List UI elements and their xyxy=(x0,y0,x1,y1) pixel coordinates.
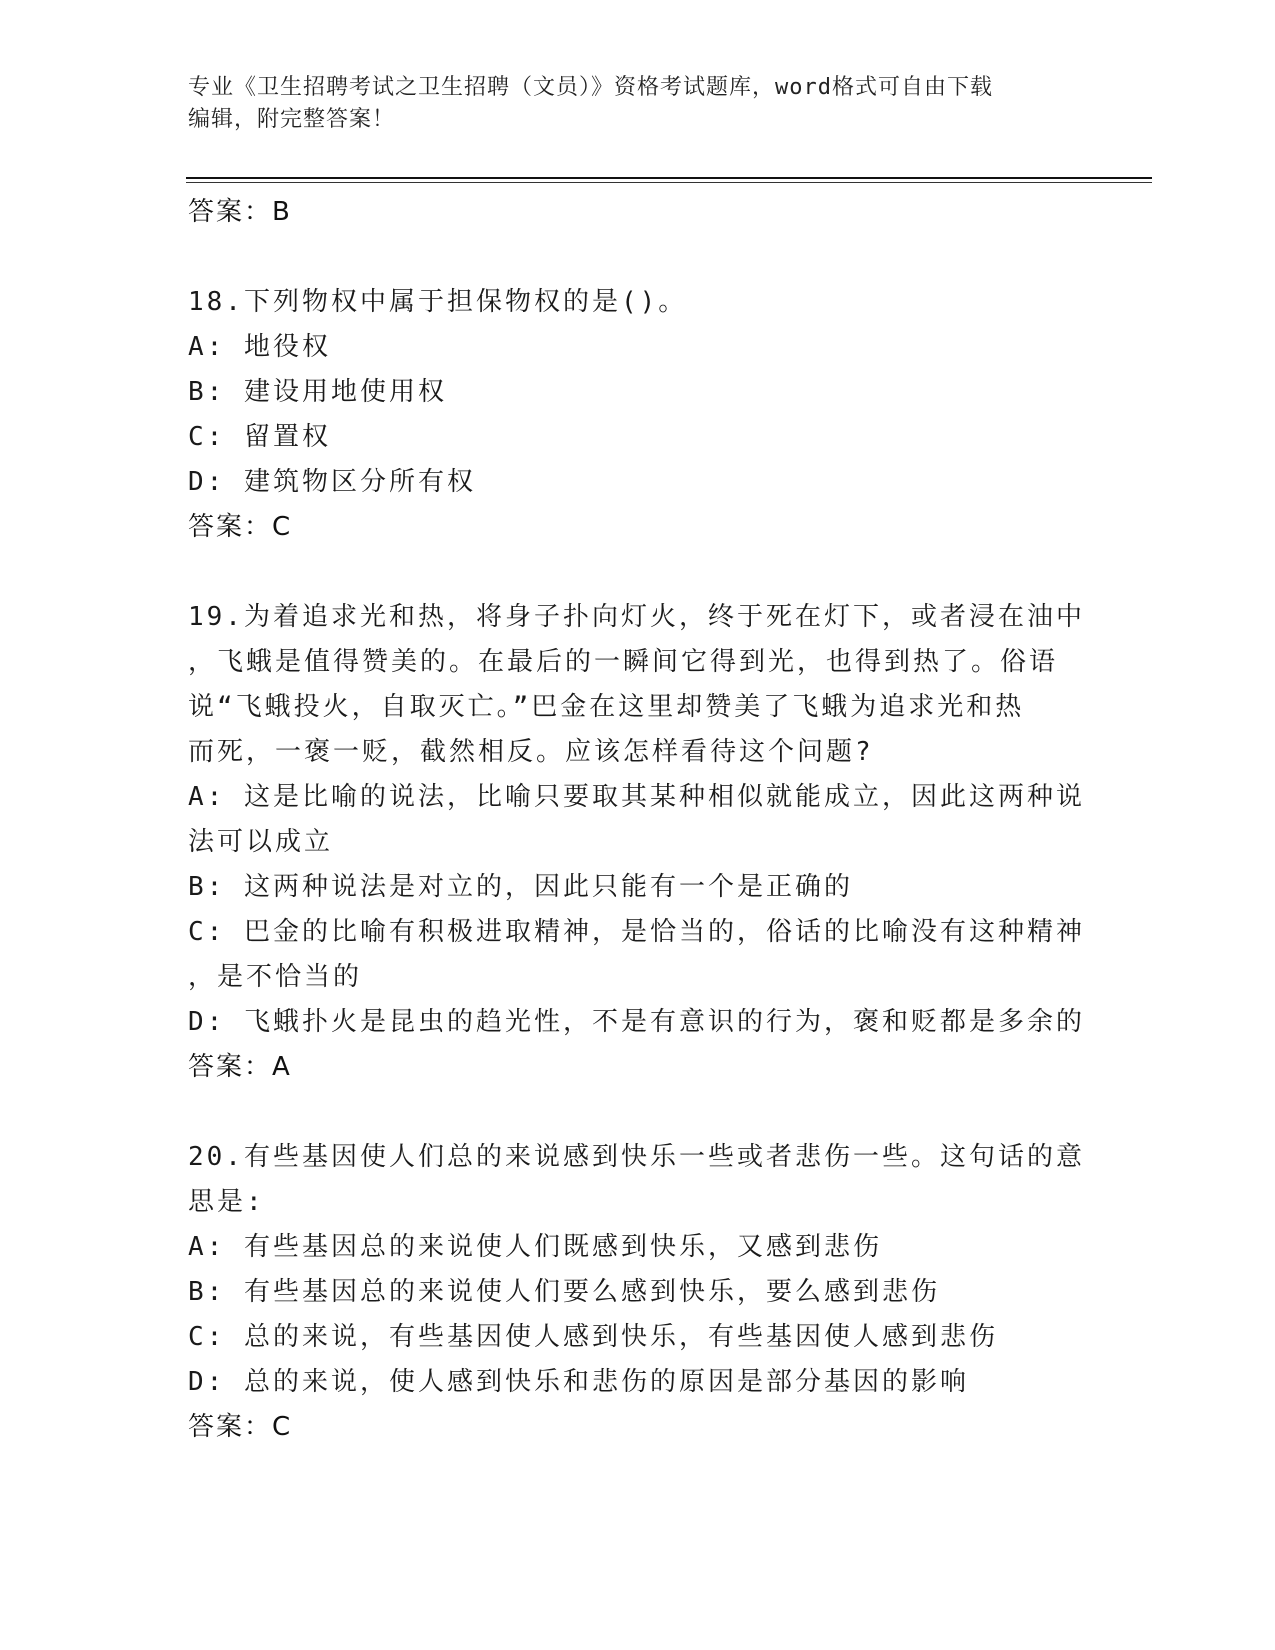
option-line: C: 巴金的比喻有积极进取精神，是恰当的，俗话的比喻没有这种精神 xyxy=(188,917,1085,947)
option-line: A: 有些基因总的来说使人们既感到快乐，又感到悲伤 xyxy=(188,1232,882,1262)
question-block xyxy=(188,550,1088,1090)
answer-line: 答案：C xyxy=(188,512,293,542)
answer-line: 答案：B xyxy=(188,197,292,227)
question-text-line: 思是: xyxy=(188,1187,265,1217)
option-line: B: 这两种说法是对立的，因此只能有一个是正确的 xyxy=(188,872,853,902)
option-line: C: 总的来说，有些基因使人感到快乐，有些基因使人感到悲伤 xyxy=(188,1322,998,1352)
header-rule-thick xyxy=(186,177,1152,179)
option-line: ，是不恰当的 xyxy=(188,962,363,992)
document-header xyxy=(188,72,1088,136)
spacer xyxy=(188,235,1088,280)
header-line-2: 编辑，附完整答案！ xyxy=(188,107,396,132)
answer-line: 答案：A xyxy=(188,1052,292,1082)
question-text-line: 而死，一褒一贬，截然相反。应该怎样看待这个问题? xyxy=(188,737,874,767)
header-line-1: 专业《卫生招聘考试之卫生招聘（文员）》资格考试题库，word格式可自由下载 xyxy=(188,75,993,100)
option-line: A: 这是比喻的说法，比喻只要取其某种相似就能成立，因此这两种说 xyxy=(188,782,1085,812)
option-line: C: 留置权 xyxy=(188,422,331,452)
answer-line: 答案：C xyxy=(188,1412,293,1442)
option-line: D: 总的来说，使人感到快乐和悲伤的原因是部分基因的影响 xyxy=(188,1367,969,1397)
question-text-line: 19.为着追求光和热，将身子扑向灯火，终于死在灯下，或者浸在油中 xyxy=(188,602,1085,632)
question-text-line: 说“飞蛾投火，自取灭亡。”巴金在这里却赞美了飞蛾为追求光和热 xyxy=(188,692,1025,722)
question-block xyxy=(188,235,1088,550)
spacer xyxy=(188,1090,1088,1135)
option-line: D: 建筑物区分所有权 xyxy=(188,467,476,497)
question-list xyxy=(188,190,1088,1450)
option-line: B: 建设用地使用权 xyxy=(188,377,447,407)
question-text-line: 18.下列物权中属于担保物权的是()。 xyxy=(188,287,688,317)
question-text-line: 20.有些基因使人们总的来说感到快乐一些或者悲伤一些。这句话的意 xyxy=(188,1142,1085,1172)
header-rule-thin xyxy=(186,182,1152,183)
question-block xyxy=(188,1090,1088,1450)
question-text-line: ，飞蛾是值得赞美的。在最后的一瞬间它得到光，也得到热了。俗语 xyxy=(188,647,1059,677)
option-line: A: 地役权 xyxy=(188,332,331,362)
spacer xyxy=(188,550,1088,595)
question-block xyxy=(188,190,1088,235)
option-line: B: 有些基因总的来说使人们要么感到快乐，要么感到悲伤 xyxy=(188,1277,940,1307)
option-line: 法可以成立 xyxy=(188,827,334,857)
option-line: D: 飞蛾扑火是昆虫的趋光性，不是有意识的行为，褒和贬都是多余的 xyxy=(188,1007,1085,1037)
